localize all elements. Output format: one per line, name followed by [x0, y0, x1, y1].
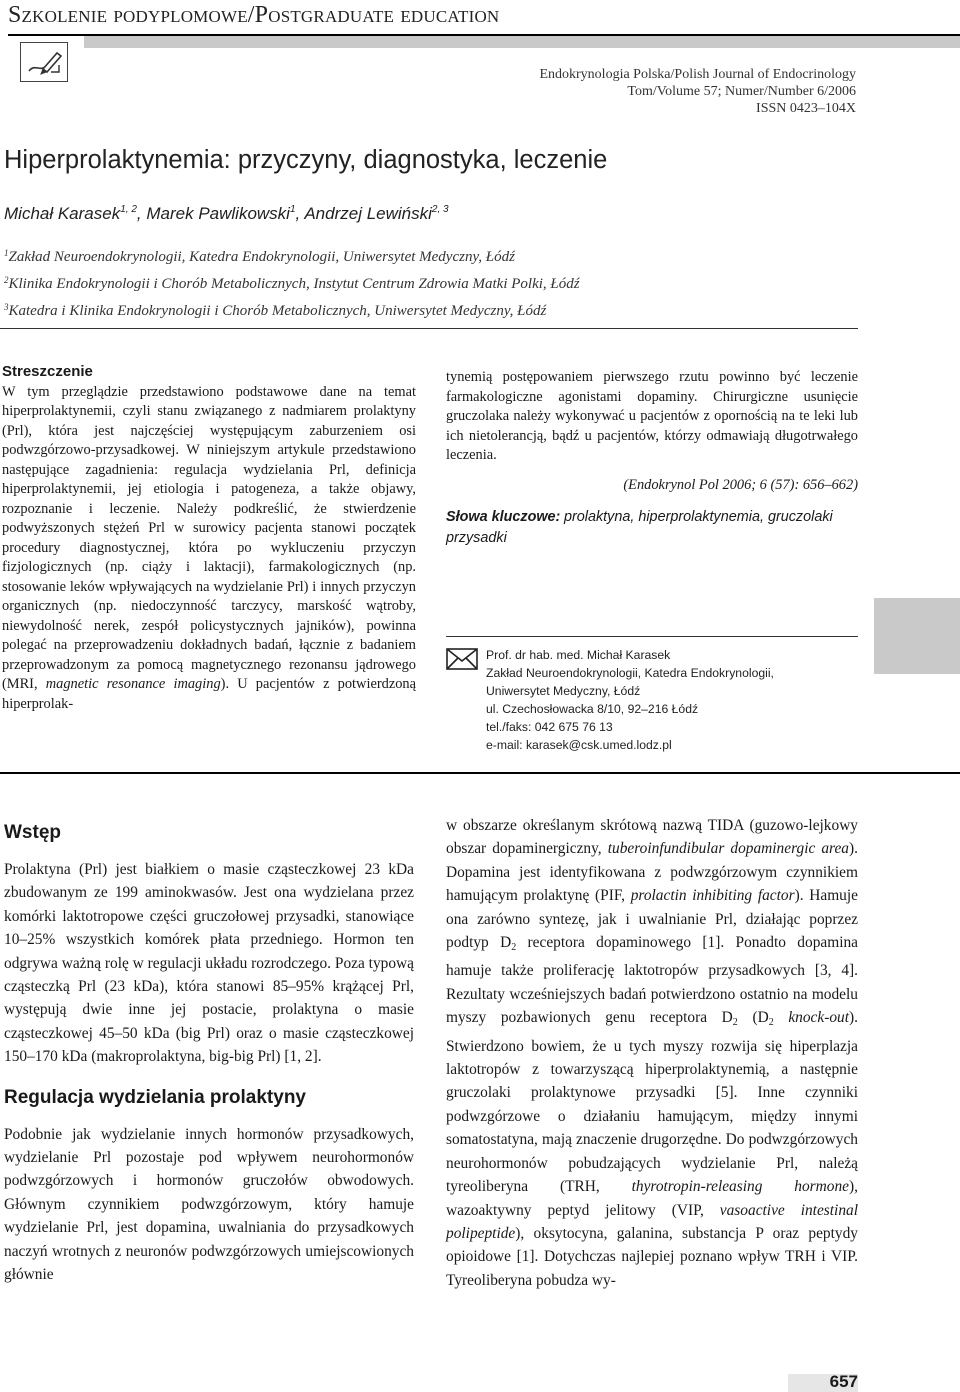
affiliations	[4, 242, 580, 323]
journal-volume: Tom/Volume 57; Numer/Number 6/2006	[627, 84, 856, 99]
keywords-label: Słowa kluczowe:	[446, 509, 561, 525]
section-heading-regulation: Regulacja wydzielania prolaktyny	[4, 1086, 306, 1108]
author-affil-marker: 1	[289, 204, 296, 215]
regulation-paragraph: Podobnie jak wydzielanie innych hormonów przysadkowych, wydzielanie Prl pozostaje pod wpływem neurohormonów podwzgórzowych i hormonów gruczołów obwodowych. Głównym czynnikiem podwzgórzowym, który hamuje wydzielanie Prl, jest dopamina, uwalniania do przysadkowych naczyń wrotnych z neuronów podwzgórzowych umiejscowionych głównie	[4, 1125, 414, 1284]
pen-writing-icon	[20, 42, 68, 82]
affiliation-line: $^1$Zakład Neuroendokrynologii, Katedra Endokrynologii, Uniwersytet Medyczny, Łódź	[4, 248, 515, 265]
abstract-divider	[0, 772, 960, 774]
corr-line: Uniwersytet Medyczny, Łódź	[486, 684, 641, 698]
citation: (Endokrynol Pol 2006; 6 (57): 656–662)	[623, 476, 858, 493]
journal-info	[539, 66, 856, 117]
author-name: Andrzej Lewiński	[304, 204, 432, 223]
author-affil-marker: 1, 2	[120, 204, 137, 215]
abstract-text-continued: tynemią postępowaniem pierwszego rzutu powinno być leczenie farmakologiczne agonistami dopaminy. Chirurgiczne usunięcie gruczolaka należy wykonywać u pacjentów z opornością na te leki lub ich nietolerancją, bądź u pacjentów, którzy odmawiają długotrwałego leczenia.	[446, 369, 858, 463]
author-list: Michał Karasek$^{1, 2}$, Marek Pawlikowski$^1$, Andrzej Lewiński$^{2, 3}$	[4, 204, 449, 223]
corr-line: tel./faks: 042 675 76 13	[486, 720, 613, 734]
affiliation-line: $^3$Katedra i Klinika Endokrynologii i Chorób Metabolicznych, Uniwersytet Medyczny, Łódź	[4, 302, 547, 319]
corr-line: Prof. dr hab. med. Michał Karasek	[486, 648, 671, 662]
envelope-icon	[446, 648, 478, 670]
abstract-text: W tym przeglądzie przedstawiono podstawowe dane na temat hiperprolaktynemii, czyli stanu związanego z nadmiarem prolaktyny (Prl), która jest najczęściej występującym zaburzeniem osi podwzgórzowo-przysadkowej. W niniejszym artykule przedstawiono następujące zagadnienia: regulacja wydzielania Prl, definicja hiperprolaktynemii, jej etiologia i patogeneza, a także objawy, rozpoznanie i leczenie. Należy podkreślić, że stwierdzenie podwyższonych stężeń Prl w surowicy pacjenta stanowi początek procedury diagnostycznej, która po wykluczeniu przyczyn fizjologicznych (np. ciąży i laktacji), farmakologicznych (np. stosowanie leków wpływających na wydzielanie Prl) i innych przyczyn organicznych (np. niedoczynność tarczycy, marskość wątroby, niewydolność nerek, zespół policystycznych jajników), powinna polegać na przeprowadzeniu dokładnych badań, łącznie z badaniem przeprowadzonym za pomocą magnetycznego rezonansu jądrowego (MRI, magnetic resonance imaging). U pacjentów z potwierdzoną hiperprolak-	[2, 383, 416, 712]
author-affil-marker: 2, 3	[431, 204, 449, 215]
corr-line: ul. Czechosłowacka 8/10, 92–216 Łódź	[486, 702, 699, 716]
keywords	[446, 507, 858, 549]
section-heading: Szkolenie podyplomowe/Postgraduate education	[8, 2, 500, 28]
abstract-right-column	[446, 368, 858, 549]
correspondence-rule	[446, 636, 858, 637]
section-heading-intro: Wstęp	[4, 822, 61, 843]
corr-email[interactable]: e-mail: karasek@csk.umed.lodz.pl	[486, 738, 672, 752]
keywords-text: prolaktyna, hiperprolaktynemia, gruczolaki przysadki	[446, 509, 833, 546]
page-number: 657	[829, 1372, 858, 1391]
journal-issn: ISSN 0423–104X	[756, 101, 856, 116]
right-column-paragraph: w obszarze określanym skrótową nazwą TIDA (guzowo-lejkowy obszar dopaminergiczny, tuberoinfundibular dopaminergic area). Dopamina jest identyfikowana z podwzgórzowym czynnikiem hamującym prolaktynę (PIF, prolactin inhibiting factor). Hamuje ona zarówno syntezę, jak i uwalnianie Prl, działając poprzez podtyp $D_2$ receptora dopaminowego [1]. Ponadto dopamina hamuje także proliferację laktotropów przysadkowych [3, 4]. Rezultaty wcześniejszych badań potwierdzono ostatnio na modelu myszy pozbawionych genu receptora $D_2$ ($D_2$ knock-out). Stwierdzono bowiem, że u tych myszy rozwija się hiperplazja laktotropów z towarzyszącą hiperprolaktynemią, a następnie gruczolaki prolaktynowe przysadki [5]. Inne czynniki podwzgórzowe o działaniu hamującym, między innymi somatostatyna, mają znaczenie drugorzędne. Do podwzgórzowych neurohormonów pobudzających wydzielanie Prl, należą tyreoliberyna (TRH, thyrotropin-releasing hormone), wazoaktywny peptyd jelitowy (VIP, vasoactive intestinal polipeptide), oksytocyna, galanina, substancja P oraz peptydy opioidowe [1]. Dotychczas najlepiej poznano wpływ TRH i VIP. Tyreoliberyna pobudza wy-	[446, 817, 858, 1289]
body-right-column	[446, 814, 858, 1292]
author-name: Michał Karasek	[4, 204, 121, 223]
journal-name: Endokrynologia Polska/Polish Journal of Endocrinology	[539, 67, 856, 82]
title-divider	[0, 328, 858, 329]
side-gray-tab	[874, 598, 960, 674]
intro-paragraph: Prolaktyna (Prl) jest białkiem o masie cząsteczkowej 23 kDa zbudowanym ze 199 aminokwasów. Jest ona wydzielana przez komórki laktotropowe części gruczołowej przysadki, stanowiące 10–25% wszystkich komórek płata przedniego. Hormon ten odgrywa ważną rolę w regulacji układu rozrodczego. Poza typową cząsteczką Prl (23 kDa), która stanowi 85–95% krążącej Prl, występują dwie inne jej postacie, prolaktyna o masie cząsteczkowej 45–50 kDa (big Prl) oraz o masie cząsteczkowej 150–170 kDa (makroprolaktyna, big-big Prl) [1, 2].	[4, 861, 414, 1066]
body-left-column	[4, 814, 414, 1287]
corr-line: Zakład Neuroendokrynologii, Katedra Endokrynologii,	[486, 666, 774, 680]
author-name: Marek Pawlikowski	[146, 204, 290, 223]
header-gray-bar	[84, 36, 960, 48]
abstract-heading: Streszczenie	[2, 363, 93, 380]
affiliation-line: $^2$Klinika Endokrynologii i Chorób Metabolicznych, Instytut Centrum Zdrowia Matki Polki, Łódź	[4, 275, 580, 292]
correspondence-address	[486, 646, 774, 754]
article-title: Hiperprolaktynemia: przyczyny, diagnostyka, leczenie	[4, 146, 608, 174]
abstract-left-column	[2, 362, 416, 714]
